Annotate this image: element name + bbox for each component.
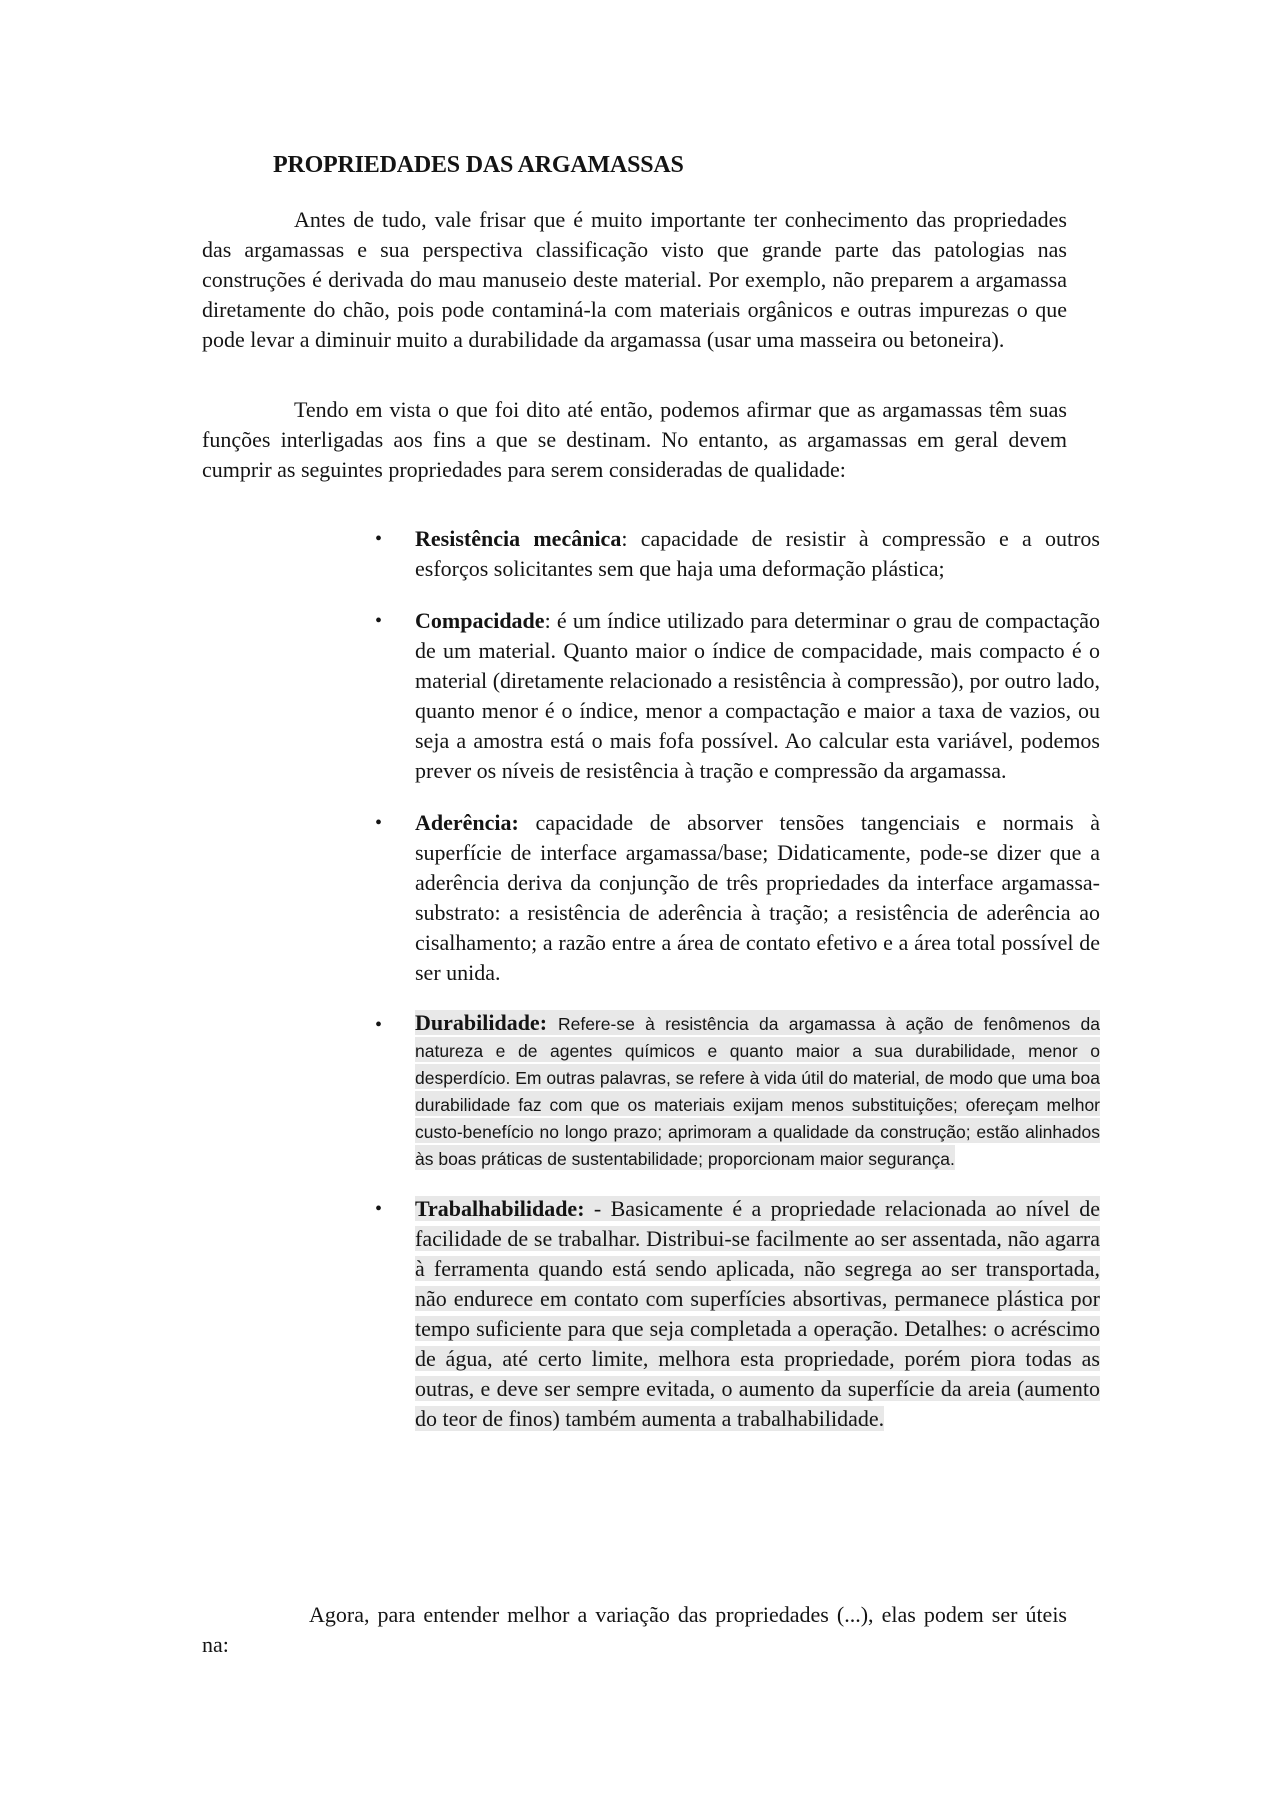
separator [547, 1010, 558, 1035]
definition-resistencia: capacidade de resistir à compressão e a outros esforços solicitantes sem que haja uma deformação plástica; [415, 526, 1100, 581]
list-item-resistencia [370, 524, 1100, 584]
bullet-icon: • [375, 610, 383, 632]
closing-paragraph: Agora, para entender melhor a variação das propriedades (...), elas podem ser úteis na: [202, 1602, 1067, 1657]
bullet-icon: • [375, 812, 383, 834]
term-compacidade: Compacidade [415, 608, 545, 633]
definition-trabalhabilidade: - Basicamente é a propriedade relacionada ao nível de facilidade de se trabalhar. Distribui-se facilmente ao ser assentada, não agarra à ferramenta quando está sendo aplicada, não segrega ao ser transportada, não endurece em contato com superfícies absortivas, permanece plástica por tempo suficiente para que seja completada a operação. Detalhes: o acréscimo de água, até certo limite, melhora esta propriedade, porém piora todas as outras, e deve ser sempre evitada, o aumento da superfície da areia (aumento do teor de finos) também aumenta a trabalhabilidade. [415, 1196, 1101, 1431]
properties-list [370, 524, 1100, 1434]
bullet-icon: • [375, 1014, 383, 1036]
separator: : [621, 526, 641, 551]
term-durabilidade: Durabilidade: [415, 1010, 548, 1035]
list-item-compacidade [370, 606, 1100, 786]
bullet-icon: • [375, 528, 383, 550]
separator: : [544, 608, 557, 633]
term-trabalhabilidade: Trabalhabilidade: [415, 1196, 585, 1221]
list-item-trabalhabilidade [370, 1194, 1100, 1434]
separator [585, 1196, 594, 1221]
list-item-durabilidade [370, 1010, 1100, 1172]
definition-compacidade: é um índice utilizado para determinar o grau de compactação de um material. Quanto maior o índice de compacidade, mais compacto é o material (diretamente relacionado a resistência à compressão), por outro lado, quanto menor é o índice, menor a compactação e maior a taxa de vazios, ou seja a amostra está o mais fofa possível. Ao calcular esta variável, podemos prever os níveis de resistência à tração e compressão da argamassa. [415, 608, 1100, 783]
definition-aderencia: capacidade de absorver tensões tangenciais e normais à superfície de interface argamassa/base; Didaticamente, pode-se dizer que a aderência deriva da conjunção de três propriedades da interface argamassa-substrato: a resistência de aderência à tração; a resistência de aderência ao cisalhamento; a razão entre a área de contato efetivo e a área total possível de ser unida. [415, 810, 1101, 985]
term-aderencia: Aderência: [415, 810, 519, 835]
definition-durabilidade: Refere-se à resistência da argamassa à ação de fenômenos da natureza e de agentes químicos e quanto maior a sua durabilidade, menor o desperdício. Em outras palavras, se refere à vida útil do material, de modo que uma boa durabilidade faz com que os materiais exijam menos substituições; ofereçam melhor custo-benefício no longo prazo; aprimoram a qualidade da construção; estão alinhados às boas práticas de sustentabilidade; proporcionam maior segurança. [415, 1014, 1100, 1169]
bullet-icon: • [375, 1198, 383, 1220]
intro-paragraph: Antes de tudo, vale frisar que é muito importante ter conhecimento das propriedades das argamassas e sua perspectiva classificação visto que grande parte das patologias nas construções é derivada do mau manuseio deste material. Por exemplo, não preparem a argamassa diretamente do chão, pois pode contaminá-la com materiais orgânicos e outras impurezas o que pode levar a diminuir muito a durabilidade da argamassa (usar uma masseira ou betoneira). [202, 207, 1067, 352]
term-resistencia: Resistência mecânica [415, 526, 622, 551]
list-item-aderencia [370, 808, 1100, 988]
page-title: PROPRIEDADES DAS ARGAMASSAS [273, 152, 684, 178]
separator [519, 810, 536, 835]
functions-paragraph: Tendo em vista o que foi dito até então, podemos afirmar que as argamassas têm suas funções interligadas aos fins a que se destinam. No entanto, as argamassas em geral devem cumprir as seguintes propriedades para serem consideradas de qualidade: [202, 397, 1067, 482]
